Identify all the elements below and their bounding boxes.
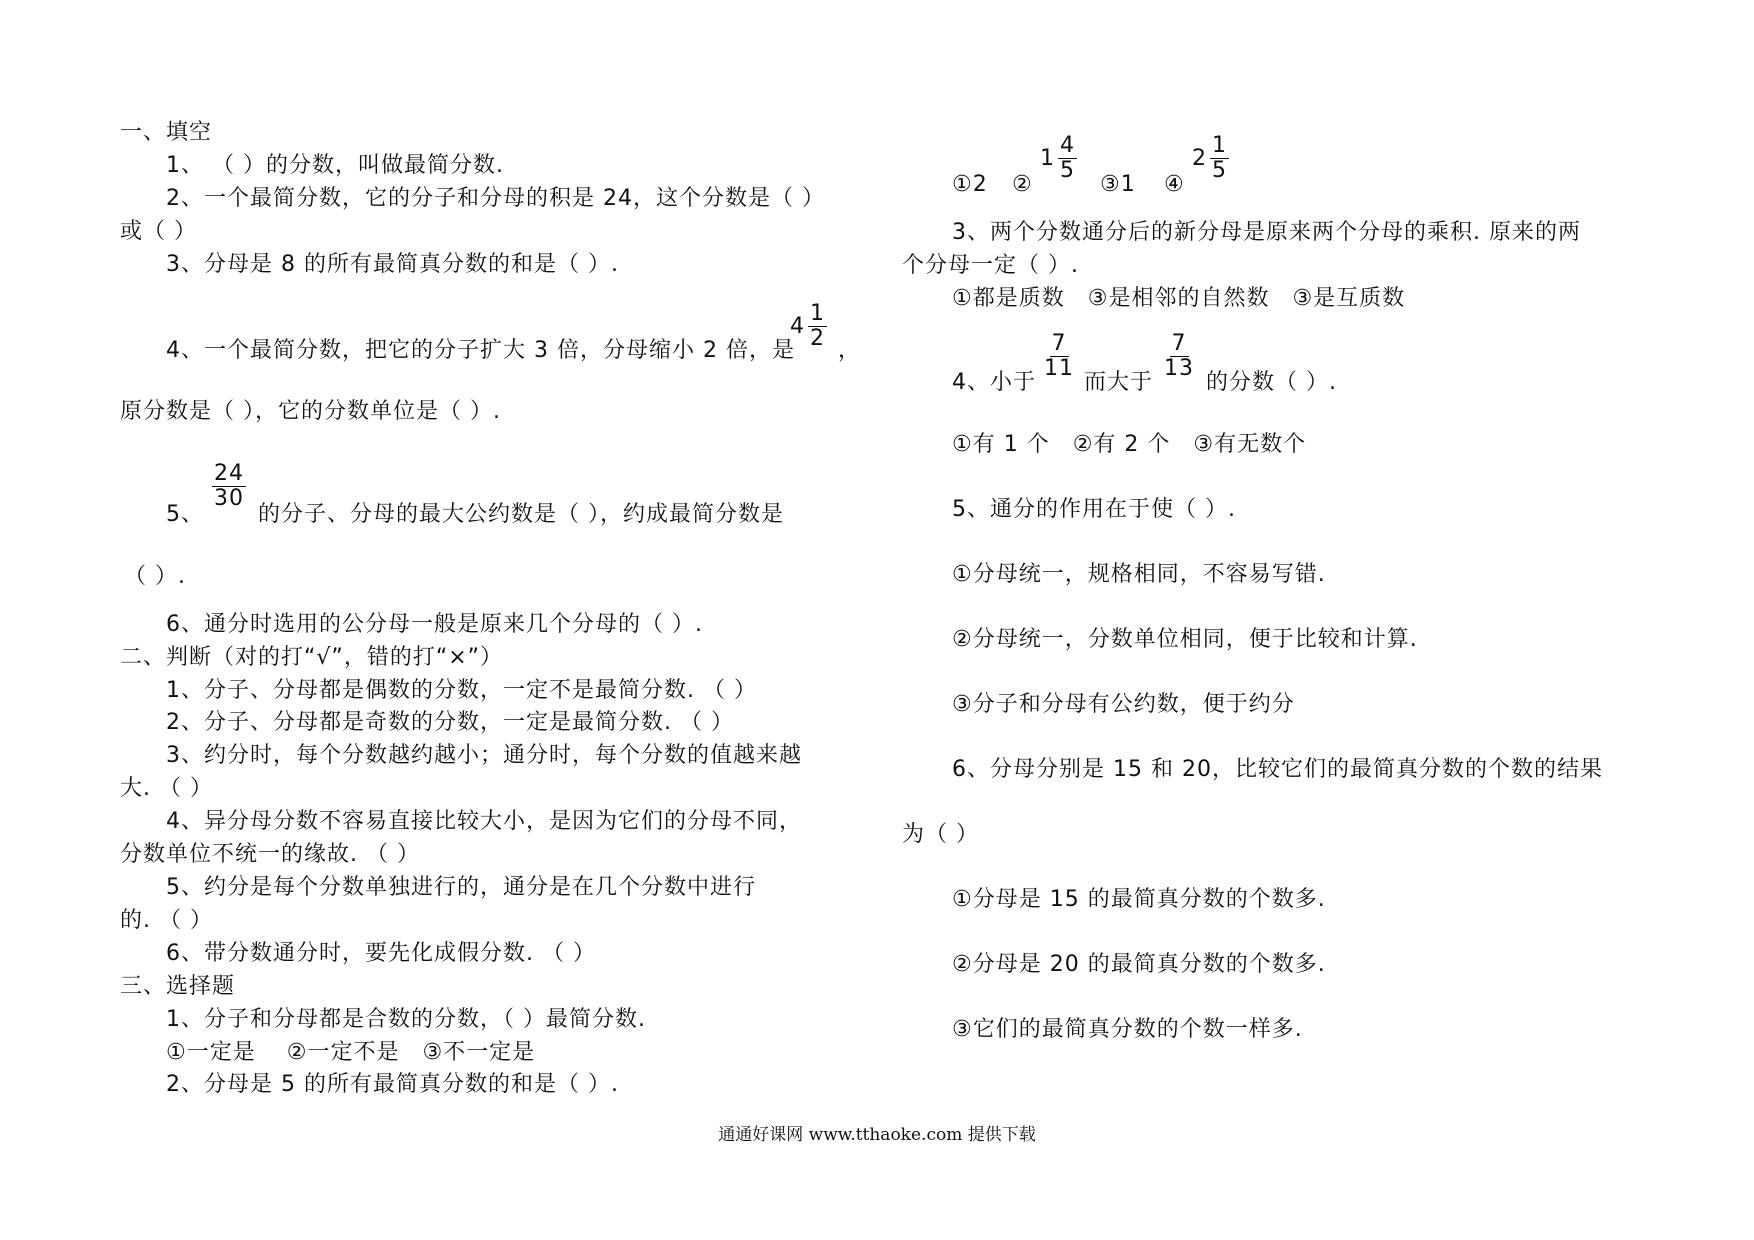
s1-question-2: 2、一个最简分数，它的分子和分母的积是 24，这个分数是（ ）: [166, 186, 825, 211]
r-q4-f1-denominator: 11: [1044, 356, 1074, 381]
r-q5-option-3: ③分子和分母有公约数，便于约分: [952, 692, 1295, 717]
s1-q4-whole: 4: [790, 313, 805, 339]
r-q4-fraction-2: [1160, 332, 1198, 381]
s1-q5-fraction: [210, 462, 248, 511]
r-q2-option-1: ①2: [952, 172, 988, 197]
r-q6-option-3: ③它们的最简真分数的个数一样多.: [952, 1017, 1303, 1042]
s2-question-5: 5、约分是每个分数单独进行的，通分是在几个分数中进行: [166, 875, 756, 900]
r-q6-option-2: ②分母是 20 的最简真分数的个数多.: [952, 952, 1326, 977]
r-q5-option-1: ①分母统一，规格相同，不容易写错.: [952, 562, 1326, 587]
s1-q5-denominator: 30: [214, 486, 244, 511]
s3-question-2: 2、分母是 5 的所有最简真分数的和是（ ）.: [166, 1072, 619, 1097]
r-q5-option-2: ②分母统一，分数单位相同，便于比较和计算.: [952, 627, 1418, 652]
r-q2-opt4-denominator: 5: [1212, 158, 1227, 183]
s2-question-5-cont: 的. （ ）: [120, 908, 213, 933]
s1-question-4-cont: 原分数是（ ），它的分数单位是（ ）.: [120, 399, 501, 424]
s1-q5-prefix: 5、: [166, 502, 204, 527]
s2-question-3-cont: 大. （ ）: [120, 776, 213, 801]
s1-q5-numerator: 24: [214, 461, 244, 486]
section2-title: 二、判断（对的打“√”，错的打“×”）: [120, 645, 504, 670]
r-q2-option-3: ③1: [1100, 172, 1136, 197]
s1-question-3: 3、分母是 8 的所有最简真分数的和是（ ）.: [166, 252, 619, 277]
section3-title: 三、选择题: [120, 974, 236, 999]
s1-q4-denominator: 2: [810, 326, 825, 351]
r-q2-option-4-value: [1192, 134, 1231, 183]
s1-question-6: 6、通分时选用的公分母一般是原来几个分母的（ ）.: [166, 612, 703, 637]
r-q4-middle: 而大于: [1084, 370, 1154, 395]
r-q4-fraction-1: [1040, 332, 1078, 381]
r-q4-f2-numerator: 7: [1171, 331, 1187, 356]
r-q2-opt2-denominator: 5: [1060, 158, 1075, 183]
s2-question-1: 1、分子、分母都是偶数的分数，一定不是最简分数. （ ）: [166, 678, 757, 703]
s1-question-2-cont: 或（ ）: [120, 219, 197, 244]
r-q2-opt4-numerator: 1: [1212, 133, 1227, 158]
s1-question-5-cont: （ ）.: [124, 564, 186, 589]
s1-q4-end: ，: [838, 338, 862, 363]
s1-q4-numerator: 1: [810, 301, 825, 326]
r-q2-opt2-whole: 1: [1040, 145, 1055, 171]
s1-question-1: 1、 （ ）的分数，叫做最简分数.: [166, 153, 504, 178]
r-question-6-cont: 为（ ）: [902, 822, 979, 847]
s2-question-6: 6、带分数通分时，要先化成假分数. （ ）: [166, 941, 596, 966]
r-question-4-options: ①有 1 个 ②有 2 个 ③有无数个: [952, 432, 1307, 457]
r-question-3-options: ①都是质数 ③是相邻的自然数 ③是互质数: [952, 286, 1406, 311]
s1-q5-text: 的分子、分母的最大公约数是（ ），约成最简分数是: [258, 502, 784, 527]
s3-question-1: 1、分子和分母都是合数的分数，（ ）最简分数.: [166, 1007, 646, 1032]
r-q2-opt4-whole: 2: [1192, 145, 1207, 171]
s1-q4-mixed-fraction: [790, 302, 829, 351]
r-q2-opt2-numerator: 4: [1060, 133, 1075, 158]
r-q4-f1-numerator: 7: [1051, 331, 1067, 356]
r-q2-option-2-label: ②: [1012, 172, 1033, 197]
s3-question-1-options: ①一定是 ②一定不是 ③不一定是: [166, 1040, 536, 1065]
r-question-5: 5、通分的作用在于使（ ）.: [952, 497, 1236, 522]
s1-q4-text: 4、一个最简分数，把它的分子扩大 3 倍，分母缩小 2 倍，是: [166, 338, 795, 363]
r-question-3-cont: 个分母一定（ ）.: [902, 253, 1079, 278]
s2-question-2: 2、分子、分母都是奇数的分数，一定是最简分数. （ ）: [166, 710, 734, 735]
s2-question-4-cont: 分数单位不统一的缘故. （ ）: [120, 842, 420, 867]
r-question-3: 3、两个分数通分后的新分母是原来两个分母的乘积. 原来的两: [952, 220, 1581, 245]
r-q2-option-2-value: [1040, 134, 1079, 183]
r-question-6: 6、分母分别是 15 和 20，比较它们的最简真分数的个数的结果: [952, 757, 1603, 782]
s2-question-3: 3、约分时，每个分数越约越小；通分时，每个分数的值越来越: [166, 743, 802, 768]
r-q4-f2-denominator: 13: [1164, 356, 1194, 381]
s1-question-4: [166, 336, 795, 366]
r-q2-option-4-label: ④: [1164, 172, 1185, 197]
r-q4-prefix: 4、小于: [952, 370, 1036, 395]
r-q4-end: 的分数（ ）.: [1206, 370, 1337, 395]
s2-question-4: 4、异分母分数不容易直接比较大小，是因为它们的分母不同，: [166, 809, 802, 834]
footer-credit: 通通好课网 www.tthaoke.com 提供下载: [718, 1125, 1036, 1145]
r-q6-option-1: ①分母是 15 的最简真分数的个数多.: [952, 887, 1326, 912]
section1-title: 一、填空: [120, 120, 213, 145]
